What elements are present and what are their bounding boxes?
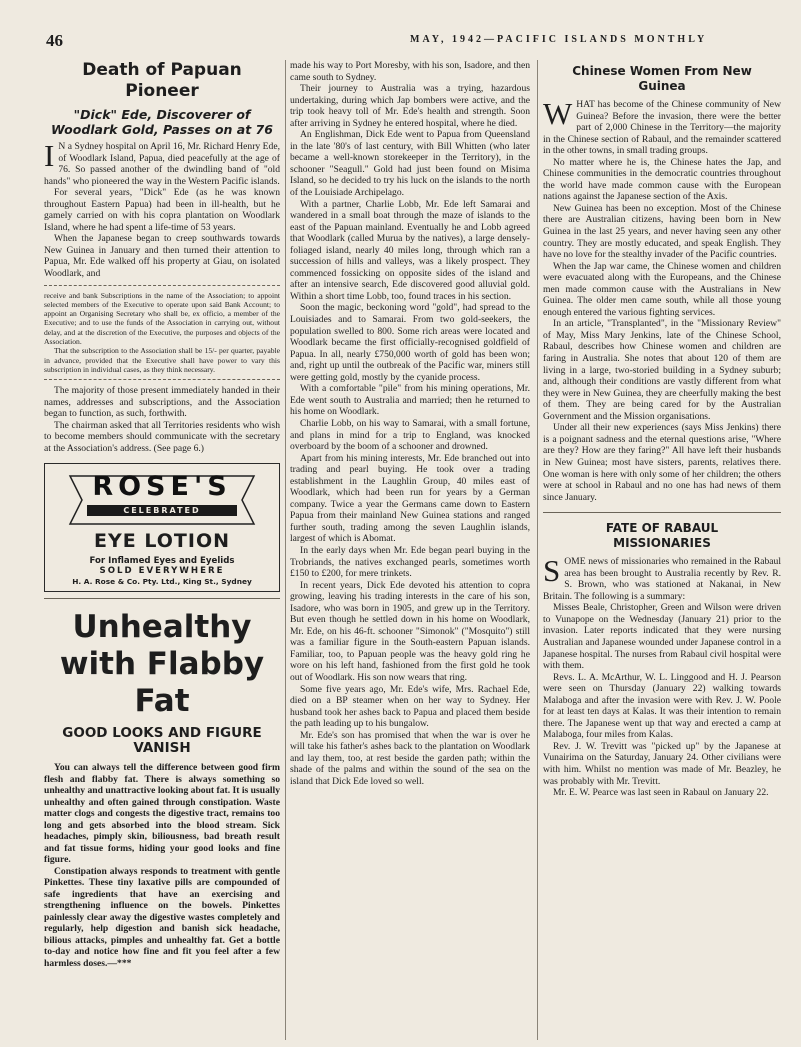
advert-subtitle: GOOD LOOKS AND FIGURE VANISH [62, 725, 262, 757]
article-paragraph: I N a Sydney hospital on April 16, Mr. Richard Henry Ede, of Woodlark Island, Papua, died peacefully at the age of 76. So passed another of the dwindling band of "old hands" who pioneered the way in the Western Pacific islands. [44, 138, 280, 187]
ad-stripe: CELEBRATED [87, 505, 237, 516]
drop-cap: I [44, 138, 55, 173]
column-3 [543, 60, 781, 1040]
ad-brand: ROSE'S [92, 470, 232, 502]
article-paragraph: The chairman asked that all Territories residents who wish to become members should communicate with the secretary at the Association's address. (See page 6.) [44, 419, 280, 454]
advert-roses-eye-lotion [44, 463, 280, 593]
article-paragraph: No matter where he is, the Chinese hates the Jap, and Chinese communities in the democratic countries throughout the world have made common cause with the European nations against the Japanese section of the Axis. [543, 156, 781, 203]
ad-tagline: For Inflamed Eyes and Eyelids [89, 555, 235, 566]
advert-paragraph: Constipation always responds to treatment with gentle Pinkettes. These tiny laxative pills are compounded of safe ingredients that have an exercising and strengthening influence on the bowels. Pinkettes painlessly clear away the digestive wastes completely and regularly, help digestion and banish sick headache, bilious attacks, pimples and unhealthy fat. Get a bottle to-day and notice how fine and fit you feel after a few harmless doses.—*** [44, 865, 280, 969]
drop-cap: W [543, 96, 573, 131]
roses-logo [62, 470, 262, 528]
page-number: 46 [46, 31, 63, 50]
article-subtitle: "Dick" Ede, Discoverer of Woodlark Gold, Passes on at 76 [51, 107, 273, 137]
running-head: MAY, 1942—PACIFIC ISLANDS MONTHLY [410, 34, 708, 45]
article-paragraph: In recent years, Dick Ede devoted his attention to copra growing, leaving his trading interests in the care of his son, Isadore, who was born in 1905, and grew up in the Territory. But even though he settled down in his home on Woodlark, Mr. Ede, on his 46-ft. schooner "Simonok" ("Mosquito") still was a familiar figure in the South-eastern Papuan islands. Familiar, too, to Papuan people was the heavy gold ring he wore on his left hand, fashioned from the first gold he took out of Woodlark. His son now wears that ring. [290, 579, 530, 683]
divider [44, 379, 280, 380]
ad-product: EYE LOTION [94, 529, 230, 552]
divider [44, 285, 280, 286]
article-paragraph: made his way to Port Moresby, with his son, Isadore, and then came south to Sydney. [290, 60, 530, 83]
divider [44, 598, 280, 599]
article-paragraph: Their journey to Australia was a trying, hazardous undertaking, during which Jap bombers were active, and the trip took heavy toll of Mr. Ede's health and strength. Soon after arriving in Sydney he entered hospital, where he died. [290, 83, 530, 129]
ad-address: H. A. Rose & Co. Pty. Ltd., King St., Sydney [72, 576, 252, 586]
divider [543, 512, 781, 513]
article-paragraph: New Guinea has been no exception. Most of the Chinese there are Australian citizens, having been born in New Guinea in the last 25 years, and never having seen any other country. They are mostly educated, and speak English. They have no love for the stealthy invader of the Pacific countries. [543, 202, 781, 261]
article-paragraph: An Englishman, Dick Ede went to Papua from Queensland in the late '80's of last century, with Bill Whitten (who later became a well-known storekeeper in the Territory), in the schooner "Seagull." Gold had just been found on Misima Island, so he decided to try his luck on the islands to the north of the Louisiade Archipelago. [290, 129, 530, 199]
article-paragraph: WHAT has become of the Chinese community of New Guinea? Before the invasion, there were the better part of 2,000 Chinese in the Territory—the majority in the Chinese section of Rabaul, and the remainder scattered in the other towns, in small trading groups. [543, 96, 781, 157]
column-rule [537, 60, 538, 1040]
article-paragraph: Rev. J. W. Trevitt was "picked up" by the Japanese at Vunairima on the Saturday, January 24. Other civilians were with him. Whilst no mention was made of Mr. Beazley, he was probably with Mr. Trevitt. [543, 740, 781, 787]
resolution-paragraph: That the subscription to the Association shall be 15/- per quarter, payable in advance, provided that the Executive shall have power to vary this subscription in individual cases, as they think necessary. [44, 346, 280, 374]
article-paragraph: When the Japanese began to creep southwards towards New Guinea in January and then turned their attention to Papua, Mr. Ede walked off his property at Giau, on isolated Woodlark, and [44, 233, 280, 280]
resolution-paragraph: receive and bank Subscriptions in the name of the Association; to appoint selected members of the Executive to operate upon said Bank Account; to appoint an Organising Secretary who shall be, ex officio, a member of the Executive; and to use the funds of the Association in carrying out, without delay, and at the discretion of the Executive, the purposes and objects of the Association. [44, 290, 280, 347]
ad-sold: SOLD EVERYWHERE [99, 566, 225, 577]
article-paragraph: SOME news of missionaries who remained in the Rabaul area has been brought to Australia recently by Rev. R. S. Brown, who was stationed at Nakanai, in New Britain. The following is a summary: [543, 553, 781, 602]
column-1 [44, 60, 280, 969]
column-2 [290, 60, 530, 1040]
article-paragraph: Some five years ago, Mr. Ede's wife, Mrs. Rachael Ede, died on a BP steamer when on her way to Sydney. Her husband took her ashes back to Papua and placed them beside the path leading up to his bungalow. [290, 683, 530, 730]
article-paragraph: When the Jap war came, the Chinese women and children were evacuated along with the Europeans, and the Chinese men made common cause with the Australians in New Guinea. The older men came south, while all those young enough entered the various fighting services. [543, 260, 781, 318]
article-paragraph: Apart from his mining interests, Mr. Ede branched out into trading and pearl buying. He took over a trading establishment in the Laughlin Group, 40 miles east of Woodlark, which had been run for years by a German company. Twice a year the Germans came down to Eastern Papua from their mainland New Guinea stations and ranged further south, trading among the seven Laughlin islands, largest of which is Abomat. [290, 452, 530, 545]
article-paragraph: With a partner, Charlie Lobb, Mr. Ede left Samarai and wandered in a small boat through the maze of islands to the east of the Papuan mainland. Eventually he and Lobb agreed that Woodlark (called Murua by the natives), a large densely-foliaged island, nearly 40 miles long, through which ran a succession of hills and valleys, was a likely prospect. They commenced fossicking on opposite sides of the island and after an intensive search, Ede discovered good alluvial gold. Within a short time Lobb, too, found traces in his section. [290, 198, 530, 302]
article-paragraph: Mr. Ede's son has promised that when the war is over he will take his father's ashes back to the plantation on Woodlark and lay them, too, at rest beside the garden path; within the shade of the palms and within the sound of the sea on the island that Dick Ede loved so well. [290, 729, 530, 787]
article-title: Chinese Women From New Guinea [572, 64, 752, 93]
article-paragraph: In the early days when Mr. Ede began pearl buying in the Trobriands, the natives exchanged pearls, sometimes worth £150 to £200, for mere trinkets. [290, 544, 530, 580]
article-title: Death of Papuan Pioneer [82, 60, 242, 101]
article-paragraph: Mr. E. W. Pearce was last seen in Rabaul on January 22. [553, 787, 769, 799]
article-paragraph: With a comfortable "pile" from his mining operations, Mr. Ede went south to Australia and married; then he returned to his home on Woodlark. [290, 383, 530, 418]
column-rule [285, 60, 286, 1040]
article-paragraph: In an article, "Transplanted", in the "Missionary Review" of May, Miss Mary Jenkins, late of the Chinese School, Rabaul, describes how Chinese women and children are faring in Australia. She notes that about 120 of them are living in a large, two-storied building in a Sydney suburb; and, although their conditions are vastly different from what they were in New Guinea, they are cheerfully making the best of them. They are being cared for by the Australian Government and the Mission organisations. [543, 318, 781, 422]
article-paragraph: Under all their new experiences (says Miss Jenkins) there is a poignant sadness and the eternal questions arise, "Where are they? How are they faring?" All have left their husbands in New Guinea; most have sisters, parents, relatives there. One woman is here with only some of her children; the others were at school in Rabaul and no one has had news of them since January. [543, 422, 781, 503]
article-paragraph: Misses Beale, Christopher, Green and Wilson were driven to Vunapope on the Wednesday (January 21) prior to the invasion. Later reports indicated that they were nursing Australian and Japanese wounded under Japanese control in a Japanese hospital. The nurses from Rabaul civil hospital were with them. [543, 602, 781, 672]
article-paragraph: Soon the magic, beckoning word "gold", had spread to the Louisiades and to Samarai. From two gold-seekers, the population swelled to 800. Some rich areas were located and Woodlark became the first officially-recognised goldfield of Papua. In all, nearly £750,000 worth of gold has been won; and, right up until the outbreak of the Pacific war, miners still were getting gold, mostly by the cyanide process. [290, 302, 530, 383]
article-paragraph: Charlie Lobb, on his way to Samarai, with a small fortune, and plans in mind for a trip to England, was knocked overboard by the boom of a schooner and drowned. [290, 417, 530, 453]
advert-title: Unhealthy with Flabby Fat [59, 609, 265, 720]
article-paragraph: The majority of those present immediately handed in their names, addresses and subscriptions, and the Association began to function, as such, forthwith. [44, 385, 280, 420]
drop-cap: S [543, 553, 561, 589]
advert-paragraph: You can always tell the difference between good firm flesh and flabby fat. There is always something so unhealthy and unattractive looking about fat. It is usually unhealthy and often gained through constipation. Waste matter clogs and congests the digestive tract, remains too long and gets absorbed into the blood stream. Sick headaches, pimply skin, biliousness, bad breath result and fat tissue forms, hiding your good looks and fine figure. [44, 762, 280, 866]
article-title: FATE OF RABAUL MISSIONARIES [605, 521, 719, 550]
article-paragraph: For several years, "Dick" Ede (as he was known throughout Eastern Papua) had been in ill-health, but he gamely carried on with his copra plantation on Woodlark Island, where he had spent a life-time of 53 years. [44, 187, 280, 233]
article-paragraph: Revs. L. A. McArthur, W. L. Linggood and H. J. Pearson were seen on Thursday (January 22) walking towards Malaboga and after the invasion were with Rev. J. W. Poole for at least ten days at Kalas. It was their intention to remain there. The Japanese went up that way and erected a camp at Malaboga, four miles from Kalas. [543, 671, 781, 741]
